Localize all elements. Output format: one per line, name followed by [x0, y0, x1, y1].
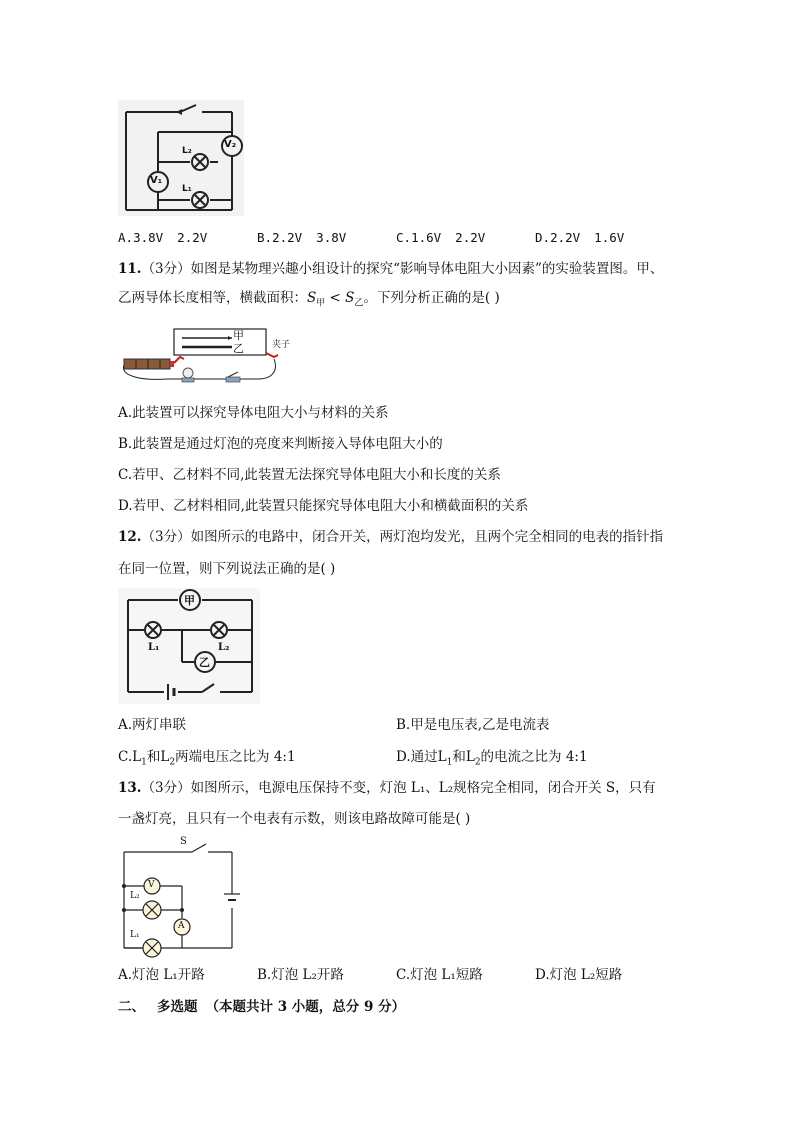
- q10-option-d: [535, 229, 624, 247]
- q12-option-c-sub1: 1: [141, 757, 147, 768]
- q11-yi-label: 乙: [233, 342, 244, 355]
- q10-option-c-v2: 2.2V: [455, 230, 486, 245]
- q10-circuit-drawing: [118, 100, 244, 216]
- q13-l2-label: L₂: [130, 891, 140, 901]
- q10-option-b-v1: 2.2V: [272, 230, 303, 245]
- q12-option-d-part2: 和L: [452, 749, 475, 765]
- q13-number: 13.: [118, 780, 142, 796]
- q12-stem-line2: 在同一位置，则下列说法正确的是( ): [118, 561, 336, 577]
- q10-l1-label: L₁: [182, 184, 192, 194]
- q11-s-yi-sub: 乙: [354, 298, 364, 309]
- q13-a-label: A: [178, 921, 185, 931]
- q12-stem-line1: [118, 528, 663, 546]
- q10-option-d-v2: 1.6V: [594, 230, 625, 245]
- q11-stem-text1: 如图是某物理兴趣小组设计的探究“影响导体电阻大小因素”的实验装置图。甲、: [190, 261, 664, 277]
- q10-option-b-letter: B.: [257, 230, 273, 245]
- q12-option-d-part1: D.通过L: [396, 749, 447, 765]
- q10-option-b: [257, 229, 346, 247]
- q12-option-d-sub2: 2: [474, 757, 481, 768]
- q12-option-c: [118, 748, 296, 772]
- q11-s-jia-sub: 甲: [316, 298, 326, 309]
- q13-s-label: S: [180, 836, 187, 847]
- q11-apparatus-figure: [118, 325, 293, 387]
- q12-l2-label: L₂: [218, 642, 230, 653]
- q13-stem-line1: [118, 779, 656, 797]
- q11-stem-text2b: 。下列分析正确的是( ): [363, 290, 500, 306]
- q13-v-label: V: [148, 880, 155, 890]
- q11-jia-label: 甲: [233, 329, 244, 342]
- q13-circuit-figure: [118, 838, 240, 956]
- q11-option-a: A.此装置可以探究导体电阻大小与材料的关系: [118, 405, 389, 421]
- q10-option-c: [396, 229, 485, 247]
- q10-option-d-v1: 2.2V: [550, 230, 581, 245]
- q11-number: 11.: [118, 261, 142, 277]
- q10-v1-label: V₁: [150, 175, 163, 186]
- section2-note: （本题共计 3 小题，总分 9 分）: [205, 999, 406, 1015]
- q10-circuit-figure: [118, 100, 244, 216]
- q12-jia-label: 甲: [184, 594, 195, 607]
- q11-score: （3分）: [141, 261, 191, 277]
- q12-option-d-sub1: 1: [446, 757, 453, 768]
- q12-option-c-part1: C.L: [118, 749, 142, 765]
- q12-option-c-part2: 和L: [146, 749, 170, 765]
- q11-clip-label: 夹子: [272, 340, 291, 350]
- q12-option-c-part3: 两端电压之比为 4:1: [175, 749, 296, 765]
- q10-option-c-letter: C.: [396, 230, 412, 245]
- q11-stem-line1: [118, 260, 663, 278]
- q11-stem-text2a: 乙两导体长度相等，横截面积：: [118, 290, 307, 306]
- q10-option-a-v2: 2.2V: [177, 230, 208, 245]
- q11-option-d: D.若甲、乙材料相同,此装置只能探究导体电阻大小和横截面积的关系: [118, 498, 529, 514]
- q13-l1-label: L₁: [130, 930, 140, 940]
- q13-stem-text1: 如图所示，电源电压保持不变，灯泡 L₁、L₂规格完全相同，闭合开关 S，只有: [190, 780, 656, 796]
- q10-option-d-letter: D.: [535, 230, 551, 245]
- q10-l2-label: L₂: [182, 146, 192, 156]
- q11-apparatus-drawing: [118, 325, 293, 387]
- q10-option-a-v1: 3.8V: [133, 230, 164, 245]
- q10-option-a-letter: A.: [118, 230, 134, 245]
- q10-option-a: [118, 229, 207, 247]
- q11-option-b: B.此装置是通过灯泡的亮度来判断接入导体电阻大小的: [118, 436, 443, 452]
- q13-option-c: C.灯泡 L₁短路: [396, 967, 483, 983]
- q12-option-d: [396, 748, 588, 772]
- q10-v2-label: V₂: [224, 139, 237, 150]
- q12-option-b: B.甲是电压表,乙是电流表: [396, 717, 550, 733]
- q13-score: （3分）: [141, 780, 191, 796]
- q12-stem-text1: 如图所示的电路中，闭合开关，两灯泡均发光，且两个完全相同的电表的指针指: [190, 529, 664, 545]
- q12-option-a: A.两灯串联: [118, 717, 187, 733]
- q12-yi-label: 乙: [199, 656, 210, 669]
- q12-option-c-sub2: 2: [169, 757, 176, 768]
- q11-lt: <: [325, 290, 346, 306]
- q10-option-c-v1: 1.6V: [411, 230, 442, 245]
- q11-s-yi: S: [345, 290, 355, 306]
- q12-l1-label: L₁: [148, 642, 160, 653]
- section2-heading: [118, 998, 405, 1016]
- q13-option-b: B.灯泡 L₂开路: [257, 967, 344, 983]
- q12-circuit-figure: [118, 588, 260, 704]
- q12-option-d-part3: 的电流之比为 4:1: [480, 749, 588, 765]
- q13-option-d: D.灯泡 L₂短路: [535, 967, 623, 983]
- q12-number: 12.: [118, 529, 142, 545]
- q13-option-a: A.灯泡 L₁开路: [118, 967, 205, 983]
- q10-option-b-v2: 3.8V: [316, 230, 347, 245]
- q12-score: （3分）: [141, 529, 191, 545]
- q13-stem-line2: 一盏灯亮，且只有一个电表有示数，则该电路故障可能是( ): [118, 811, 471, 827]
- section2-index: 二、: [118, 999, 145, 1015]
- q11-stem-line2: [118, 289, 500, 313]
- section2-title: 多选题: [157, 999, 198, 1015]
- q11-s-jia: S: [307, 290, 317, 306]
- q11-option-c: C.若甲、乙材料不同,此装置无法探究导体电阻大小和长度的关系: [118, 467, 501, 483]
